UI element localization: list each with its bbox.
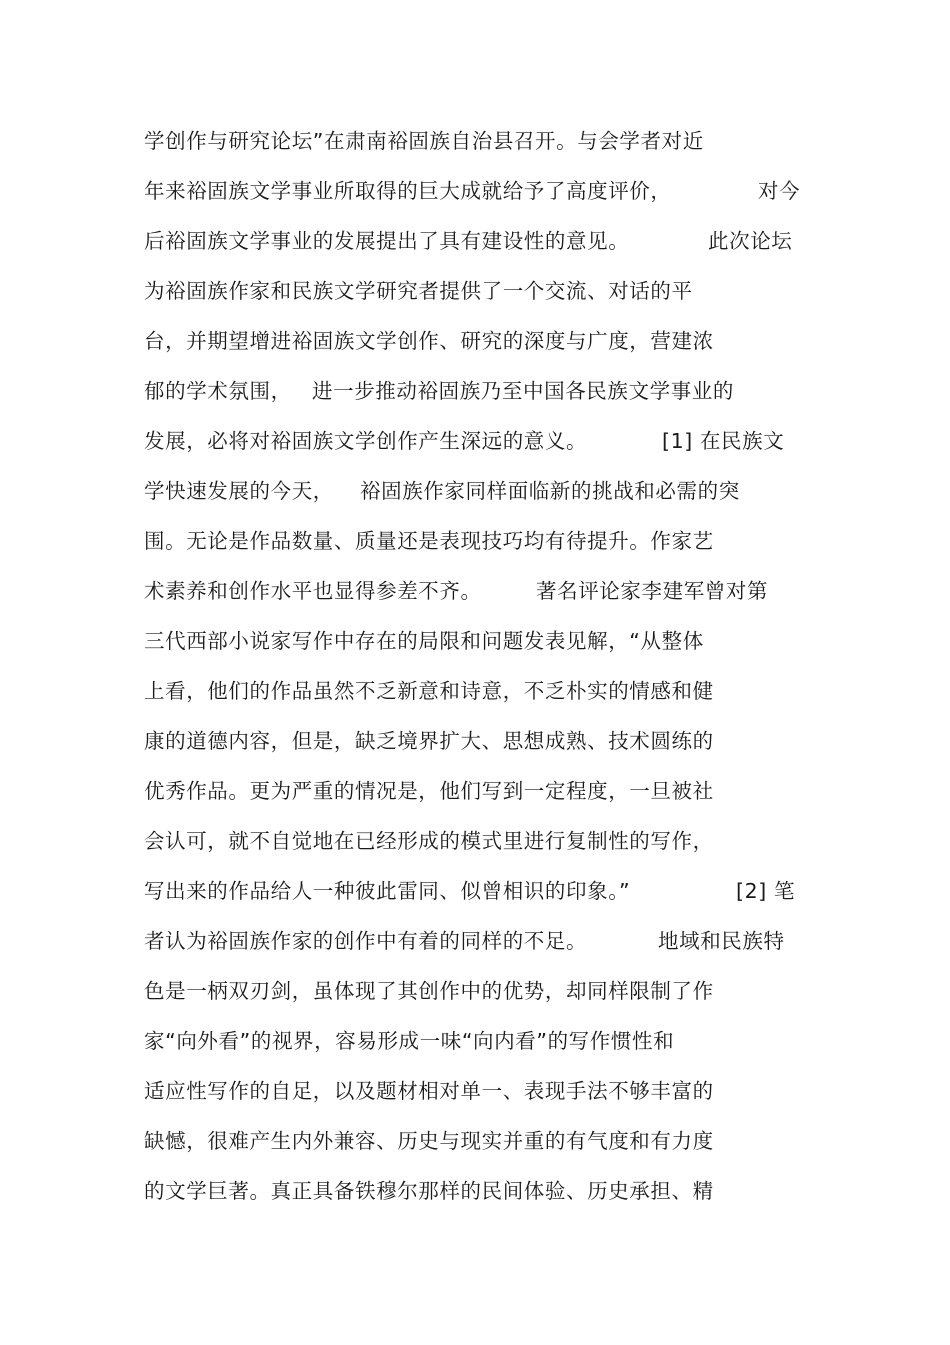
text-segment: 发展，必将对裕固族文学创作产生深远的意义。 <box>144 429 588 453</box>
text-segment: 围。无论是作品数量、质量还是表现技巧均有待提升。作家艺 <box>144 529 714 553</box>
text-segment: 上看，他们的作品虽然不乏新意和诗意，不乏朴实的情感和健 <box>144 679 714 703</box>
text-segment: 著名评论家李建军曾对第 <box>536 579 769 603</box>
text-segment: 适应性写作的自足，以及题材相对单一、表现手法不够丰富的 <box>144 1079 714 1103</box>
text-segment: 康的道德内容，但是，缺乏境界扩大、思想成熟、技术圆练的 <box>144 729 714 753</box>
text-segment: 进一步推动裕固族乃至中国各民族文学事业的 <box>312 379 734 403</box>
text-segment: 学快速发展的今天， <box>144 479 334 503</box>
text-segment: 缺憾，很难产生内外兼容、历史与现实并重的有气度和有力度 <box>144 1129 714 1153</box>
text-segment: 台，并期望增进裕固族文学创作、研究的深度与广度，营建浓 <box>144 329 714 353</box>
text-segment: 的文学巨著。真正具备铁穆尔那样的民间体验、历史承担、精 <box>144 1179 714 1203</box>
text-segment: [1] 在民族文 <box>662 429 785 453</box>
text-segment: 年来裕固族文学事业所取得的巨大成就给予了高度评价， <box>144 179 672 203</box>
text-segment: 者认为裕固族作家的创作中有着的同样的不足。 <box>144 929 588 953</box>
text-segment: 会认可，就不自觉地在已经形成的模式里进行复制性的写作， <box>144 829 714 853</box>
text-segment: 优秀作品。更为严重的情况是，他们写到一定程度，一旦被社 <box>144 779 714 803</box>
text-segment: 术素养和创作水平也显得参差不齐。 <box>144 579 482 603</box>
text-segment: 地域和民族特 <box>658 929 785 953</box>
text-segment: 裕固族作家同样面临新的挑战和必需的突 <box>360 479 740 503</box>
text-segment: 写出来的作品给人一种彼此雷同、似曾相识的印象。” <box>144 879 631 903</box>
text-segment: 对今 <box>758 179 801 203</box>
text-segment: 为裕固族作家和民族文学研究者提供了一个交流、对话的平 <box>144 279 693 303</box>
text-segment: 三代西部小说家写作中存在的局限和问题发表见解，“从整体 <box>144 629 704 653</box>
text-segment: 家“向外看”的视界，容易形成一味“向内看”的写作惯性和 <box>144 1029 675 1053</box>
text-segment: 此次论坛 <box>708 229 793 253</box>
text-segment: 郁的学术氛围， <box>144 379 292 403</box>
text-segment: [2] 笔 <box>736 879 796 903</box>
text-segment: 后裕固族文学事业的发展提出了具有建设性的意见。 <box>144 229 630 253</box>
text-segment: 学创作与研究论坛”在肃南裕固族自治县召开。与会学者对近 <box>144 129 704 153</box>
text-segment: 色是一柄双刃剑，虽体现了其创作中的优势，却同样限制了作 <box>144 979 714 1003</box>
